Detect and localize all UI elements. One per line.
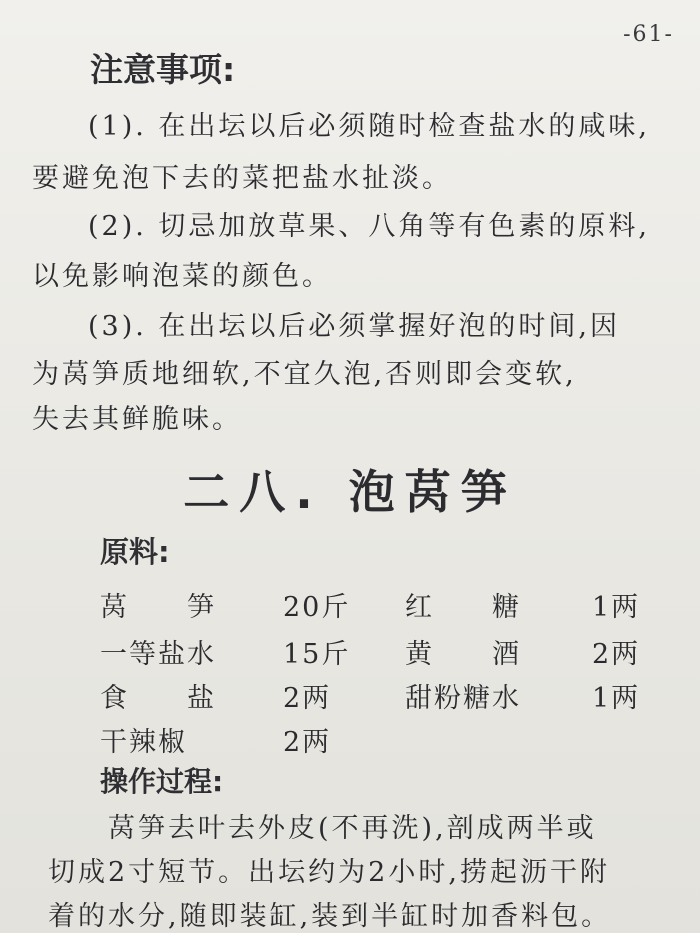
notes-heading: 注意事项: [90,50,236,89]
ingredient-qty: 1两 [592,592,641,623]
ingredient-name: 甜粉糖水 [405,683,521,714]
ingredient-qty: 15斤 [283,639,351,670]
notes-line-7: 失去其鲜脆味。 [32,404,242,435]
ingredient-qty: 2两 [283,727,332,758]
notes-line-6: 为莴笋质地细软,不宜久泡,否则即会变软, [32,359,577,390]
ingredients-heading: 原料: [100,535,170,569]
ingredient-qty: 20斤 [283,592,351,623]
ingredient-name: 莴 笋 [100,592,216,623]
ingredient-name: 黄 酒 [405,639,521,670]
process-line-1: 莴笋去叶去外皮(不再洗),剖成两半或 [108,813,597,844]
ingredient-qty: 2两 [283,683,332,714]
notes-line-5: (3). 在出坛以后必须掌握好泡的时间,因 [88,311,620,342]
section-title: 二八. 泡莴笋 [183,465,517,519]
notes-line-2: 要避免泡下去的菜把盐水扯淡。 [32,163,452,194]
process-line-2: 切成2寸短节。出坛约为2小时,捞起沥干附 [48,857,610,888]
notes-line-3: (2). 切忌加放草果、八角等有色素的原料, [88,211,650,242]
process-heading: 操作过程: [100,765,224,798]
ingredient-name: 食 盐 [100,683,216,714]
ingredient-name: 一等盐水 [100,639,216,670]
ingredient-qty: 2两 [592,639,641,670]
process-line-3: 着的水分,随即装缸,装到半缸时加香料包。 [48,901,612,932]
ingredient-name: 红 糖 [405,592,521,623]
page-number: -61- [623,22,674,47]
notes-line-1: (1). 在出坛以后必须随时检查盐水的咸味, [88,111,650,142]
notes-line-4: 以免影响泡菜的颜色。 [32,261,332,292]
ingredient-name: 干辣椒 [100,727,187,758]
ingredient-qty: 1两 [592,683,641,714]
